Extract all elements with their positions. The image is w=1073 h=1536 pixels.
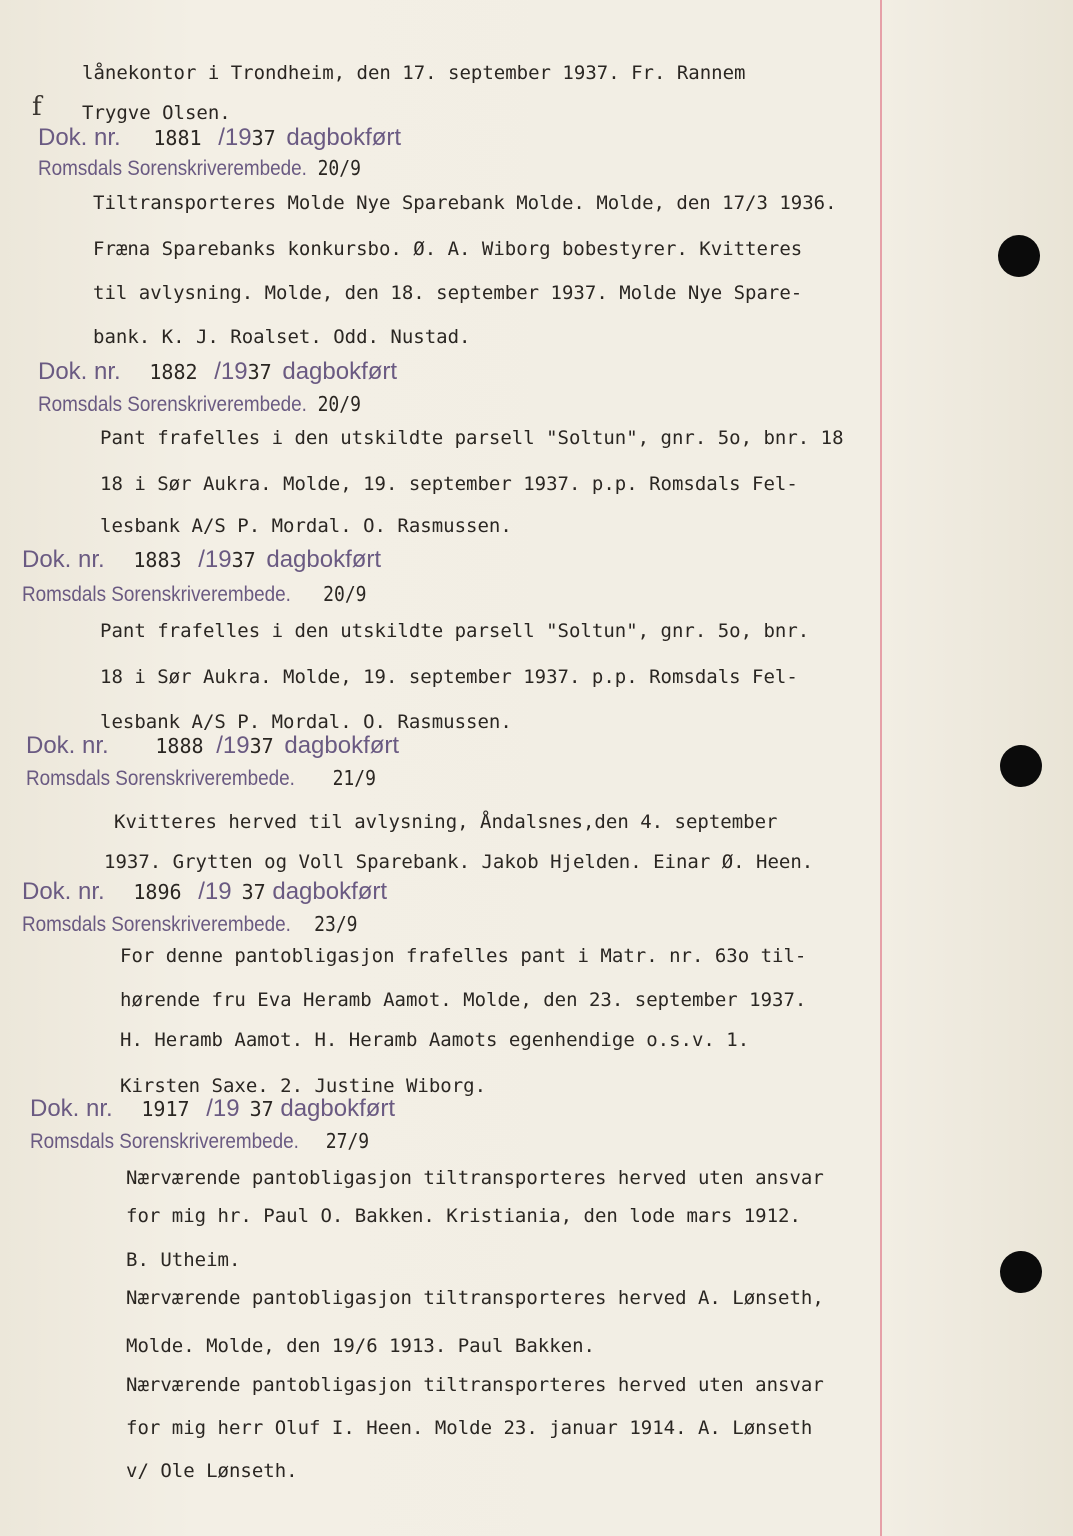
stamp-prefix: Dok. nr. (26, 732, 109, 759)
entry-line: For denne pantobligasjon frafelles pant i Matr. nr. 63o til- (120, 945, 807, 967)
stamp-suffix: dagbokført (286, 124, 402, 151)
entry-line: 1937. Grytten og Voll Sparebank. Jakob Hjelden. Einar Ø. Heen. (104, 851, 814, 873)
entry-line: bank. K. J. Roalset. Odd. Nustad. (93, 326, 471, 348)
stamp-office (22, 912, 358, 937)
document-number: 1881 (153, 126, 202, 150)
entry-line: B. Utheim. (126, 1249, 241, 1271)
stamp-prefix: Dok. nr. (22, 546, 105, 573)
document-number: 1888 (155, 734, 204, 758)
entry-line: Nærværende pantobligasjon tiltransporteres herved uten ansvar (126, 1167, 824, 1189)
stamp-office (26, 766, 376, 791)
stamp-dok-nr (26, 732, 399, 760)
office-name: Romsdals Sorenskriverembede. (22, 583, 291, 606)
header-line: Trygve Olsen. (82, 102, 231, 124)
entry-line: Tiltransporteres Molde Nye Sparebank Molde. Molde, den 17/3 1936. (93, 192, 837, 214)
entry-date: 20/9 (317, 392, 361, 416)
entry-line: til avlysning. Molde, den 18. september 1937. Molde Nye Spare- (93, 282, 803, 304)
year-prefix: /19 (198, 546, 232, 573)
entry-line: Molde. Molde, den 19/6 1913. Paul Bakken. (126, 1335, 595, 1357)
stamp-office (38, 156, 361, 181)
year-prefix: /19 (214, 358, 248, 385)
stamp-prefix: Dok. nr. (30, 1095, 113, 1122)
stamp-prefix: Dok. nr. (38, 124, 121, 151)
stamp-suffix: dagbokført (266, 546, 382, 573)
stamp-dok-nr (38, 358, 397, 386)
stamp-dok-nr (22, 546, 381, 574)
stamp-dok-nr (38, 124, 401, 152)
entry-line: lesbank A/S P. Mordal. O. Rasmussen. (100, 515, 512, 537)
year-suffix: 37 (231, 548, 256, 572)
stamp-prefix: Dok. nr. (22, 878, 105, 905)
document-number: 1882 (149, 360, 198, 384)
entry-line: Kvitteres herved til avlysning, Åndalsnes,den 4. september (114, 811, 778, 833)
entry-line: Pant frafelles i den utskildte parsell "Soltun", gnr. 5o, bnr. 18 (100, 427, 844, 449)
margin-mark: f (32, 92, 42, 122)
year-suffix: 37 (249, 734, 274, 758)
entry-date: 27/9 (325, 1129, 370, 1153)
entry-date: 20/9 (317, 156, 361, 180)
entry-line: 18 i Sør Aukra. Molde, 19. september 1937. p.p. Romsdals Fel- (100, 473, 798, 495)
entry-line: hørende fru Eva Heramb Aamot. Molde, den 23. september 1937. (120, 989, 807, 1011)
document-number: 1917 (141, 1097, 190, 1121)
stamp-office (22, 582, 367, 607)
margin-line (880, 0, 882, 1536)
stamp-office (38, 392, 361, 417)
punch-hole (1000, 745, 1042, 787)
entry-line: Nærværende pantobligasjon tiltransporteres herved A. Lønseth, (126, 1287, 824, 1309)
office-name: Romsdals Sorenskriverembede. (26, 767, 295, 790)
year-prefix: /19 (198, 878, 232, 905)
entry-date: 21/9 (332, 766, 376, 790)
entry-line: Pant frafelles i den utskildte parsell "Soltun", gnr. 5o, bnr. (100, 620, 810, 642)
stamp-prefix: Dok. nr. (38, 358, 121, 385)
stamp-dok-nr (22, 878, 387, 906)
entry-line: v/ Ole Lønseth. (126, 1460, 298, 1482)
year-suffix: 37 (241, 880, 266, 904)
header-line: lånekontor i Trondheim, den 17. september 1937. Fr. Rannem (82, 62, 746, 84)
entry-line: 18 i Sør Aukra. Molde, 19. september 1937. p.p. Romsdals Fel- (100, 666, 798, 688)
stamp-dok-nr (30, 1095, 395, 1123)
entry-line: lesbank A/S P. Mordal. O. Rasmussen. (100, 711, 512, 733)
punch-hole (1000, 1251, 1042, 1293)
year-suffix: 37 (251, 126, 276, 150)
year-prefix: /19 (216, 732, 250, 759)
stamp-suffix: dagbokført (284, 732, 400, 759)
stamp-suffix: dagbokført (282, 358, 398, 385)
entry-line: for mig hr. Paul O. Bakken. Kristiania, den lode mars 1912. (126, 1205, 801, 1227)
document-number: 1883 (133, 548, 182, 572)
entry-date: 20/9 (323, 582, 367, 606)
punch-hole (998, 235, 1040, 277)
entry-line: for mig herr Oluf I. Heen. Molde 23. januar 1914. A. Lønseth (126, 1417, 813, 1439)
office-name: Romsdals Sorenskriverembede. (38, 157, 307, 180)
year-suffix: 37 (249, 1097, 274, 1121)
entry-line: Kirsten Saxe. 2. Justine Wiborg. (120, 1075, 487, 1097)
entry-date: 23/9 (314, 912, 358, 936)
year-prefix: /19 (206, 1095, 240, 1122)
office-name: Romsdals Sorenskriverembede. (38, 393, 307, 416)
office-name: Romsdals Sorenskriverembede. (30, 1130, 299, 1153)
entry-line: Fræna Sparebanks konkursbo. Ø. A. Wiborg bobestyrer. Kvitteres (93, 238, 803, 260)
stamp-suffix: dagbokført (280, 1095, 396, 1122)
office-name: Romsdals Sorenskriverembede. (22, 913, 291, 936)
stamp-suffix: dagbokført (272, 878, 388, 905)
document-number: 1896 (133, 880, 182, 904)
entry-line: Nærværende pantobligasjon tiltransporteres herved uten ansvar (126, 1374, 824, 1396)
entry-line: H. Heramb Aamot. H. Heramb Aamots egenhendige o.s.v. 1. (120, 1029, 750, 1051)
year-suffix: 37 (247, 360, 272, 384)
year-prefix: /19 (218, 124, 252, 151)
stamp-office (30, 1129, 369, 1154)
